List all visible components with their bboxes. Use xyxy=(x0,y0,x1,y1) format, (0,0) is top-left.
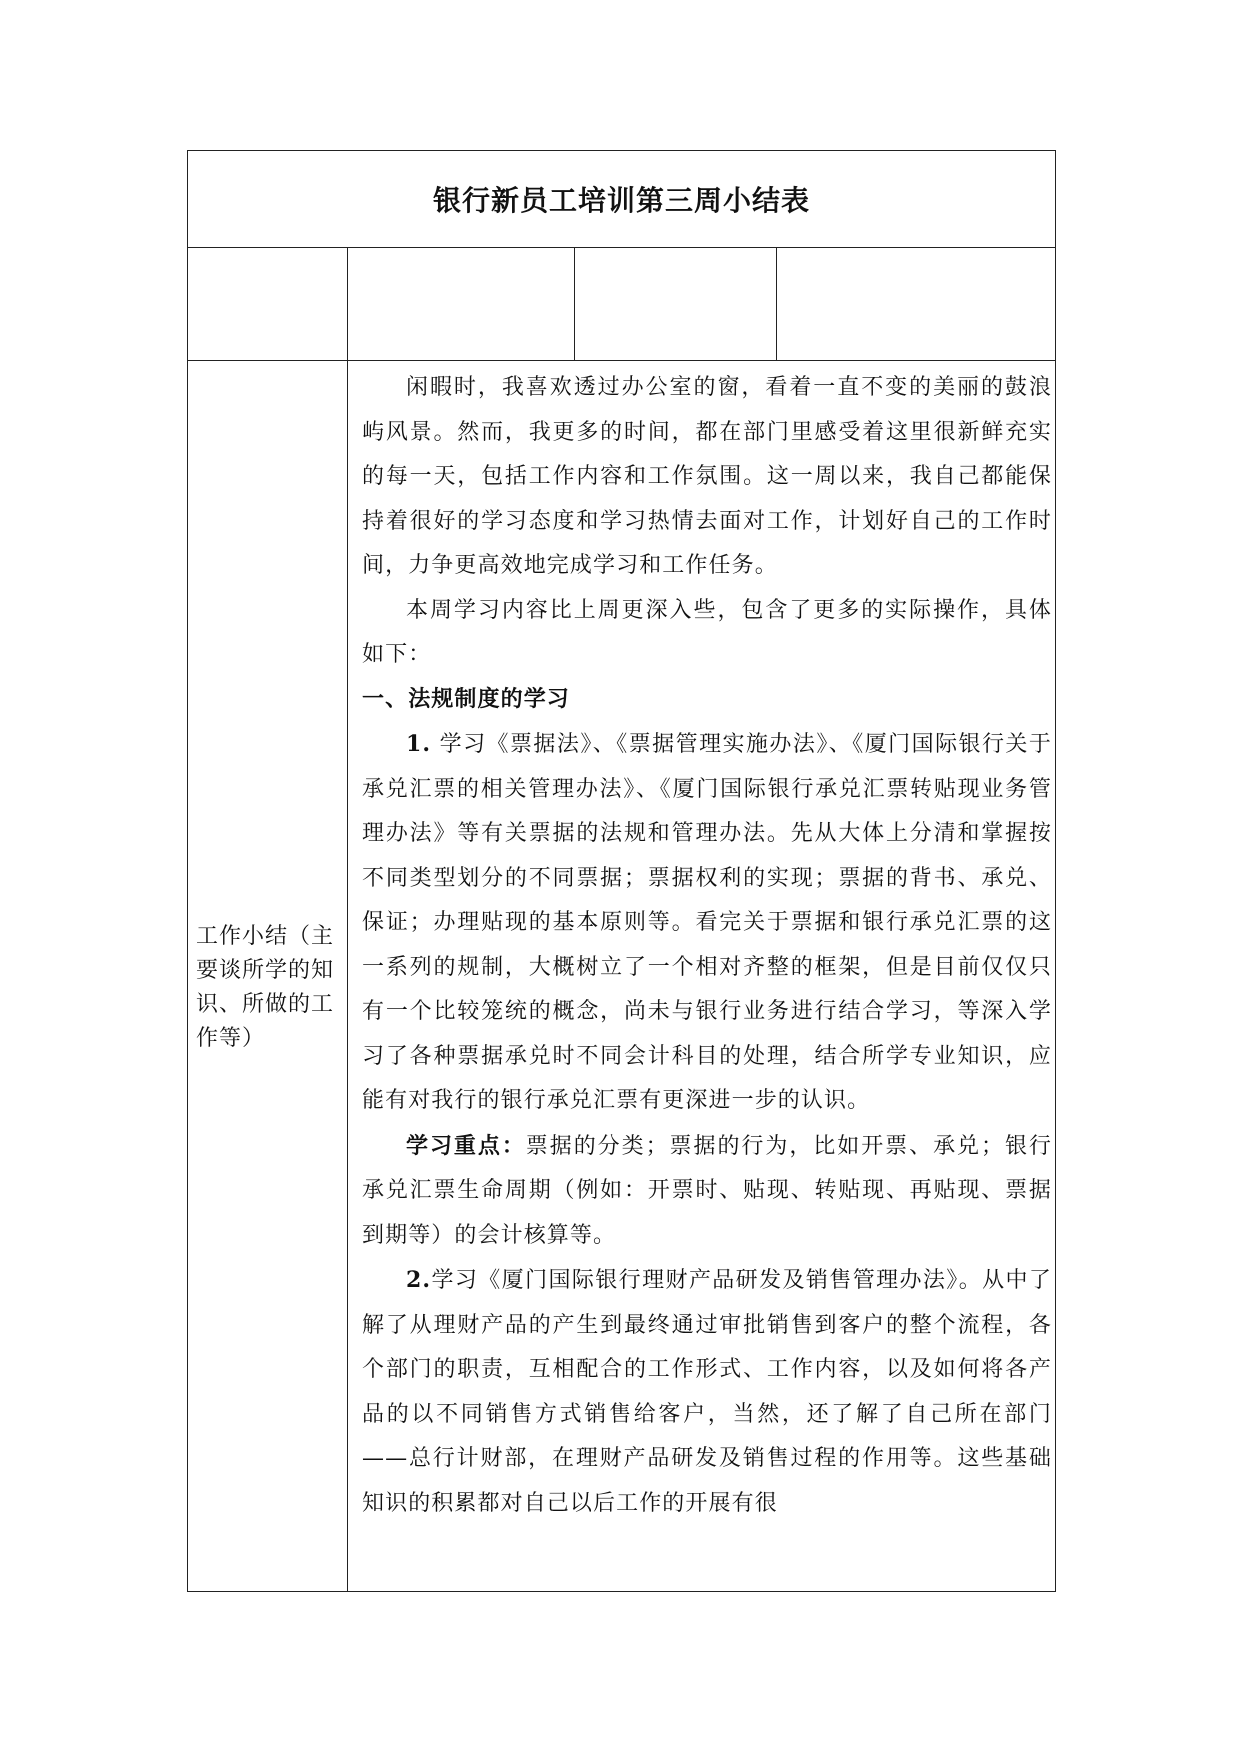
label-cell-divider xyxy=(347,360,348,1591)
info-row xyxy=(188,247,1055,361)
section-label: 工作小结（主要谈所学的知识、所做的工作等） xyxy=(196,924,335,1051)
paragraph-text: 学习《票据法》、《票据管理实施办法》、《厦门国际银行关于承兑汇票的相关管理办法》、《厦门国际银行承兑汇票转贴现业务管理办法》等有关票据的法规和管理办法。先从大体上分清和掌握按不同类型划分的不同票据；票据权利的实现；票据的背书、承兑、保证；办理贴现的基本原则等。看完关于票据和银行承兑汇票的这一系列的规制，大概树立了一个相对齐整的框架，但是目前仅仅只有一个比较笼统的概念，尚未与银行业务进行结合学习，等深入学习了各种票据承兑时不同会计科目的处理，结合所学专业知识，应能有对我行的银行承兑汇票有更深进一步的认识。 xyxy=(362,732,1052,1113)
paragraph xyxy=(362,722,1052,1124)
section-heading: 一、法规制度的学习 xyxy=(362,686,570,712)
summary-content xyxy=(362,366,1052,1526)
info-cell-divider xyxy=(574,247,575,360)
key-points-label: 学习重点： xyxy=(406,1132,526,1159)
info-cell-divider xyxy=(347,247,348,360)
paragraph-text: 学习《厦门国际银行理财产品研发及销售管理办法》。从中了解了从理财产品的产生到最终通过审批销售到客户的整个流程，各个部门的职责，互相配合的工作形式、工作内容，以及如何将各产品的以不同销售方式销售给客户，当然，还了解了自己所在部门——总行计财部，在理财产品研发及销售过程的作用等。这些基础知识的积累都对自己以后工作的开展有很 xyxy=(362,1268,1052,1516)
paragraph-text: 票据的分类；票据的行为，比如开票、承兑；银行承兑汇票生命周期（例如：开票时、贴现、转贴现、再贴现、票据到期等）的会计核算等。 xyxy=(362,1133,1052,1248)
summary-table xyxy=(187,150,1056,1592)
work-summary-row xyxy=(188,360,1055,1591)
item-number: 1. xyxy=(406,731,432,757)
title-row xyxy=(188,151,1055,248)
info-cell-divider xyxy=(776,247,777,360)
item-number: 2. xyxy=(406,1267,432,1293)
paragraph: 闲暇时，我喜欢透过办公室的窗，看着一直不变的美丽的鼓浪屿风景。然而，我更多的时间，都在部门里感受着这里很新鲜充实的每一天，包括工作内容和工作氛围。这一周以来，我自己都能保持着很好的学习态度和学习热情去面对工作，计划好自己的工作时间，力争更高效地完成学习和工作任务。 xyxy=(362,375,1052,578)
paragraph: 本周学习内容比上周更深入些，包含了更多的实际操作，具体如下： xyxy=(362,597,1052,667)
paragraph xyxy=(362,1258,1052,1526)
table-title: 银行新员工培训第三周小结表 xyxy=(432,184,810,217)
paragraph xyxy=(362,1124,1052,1259)
